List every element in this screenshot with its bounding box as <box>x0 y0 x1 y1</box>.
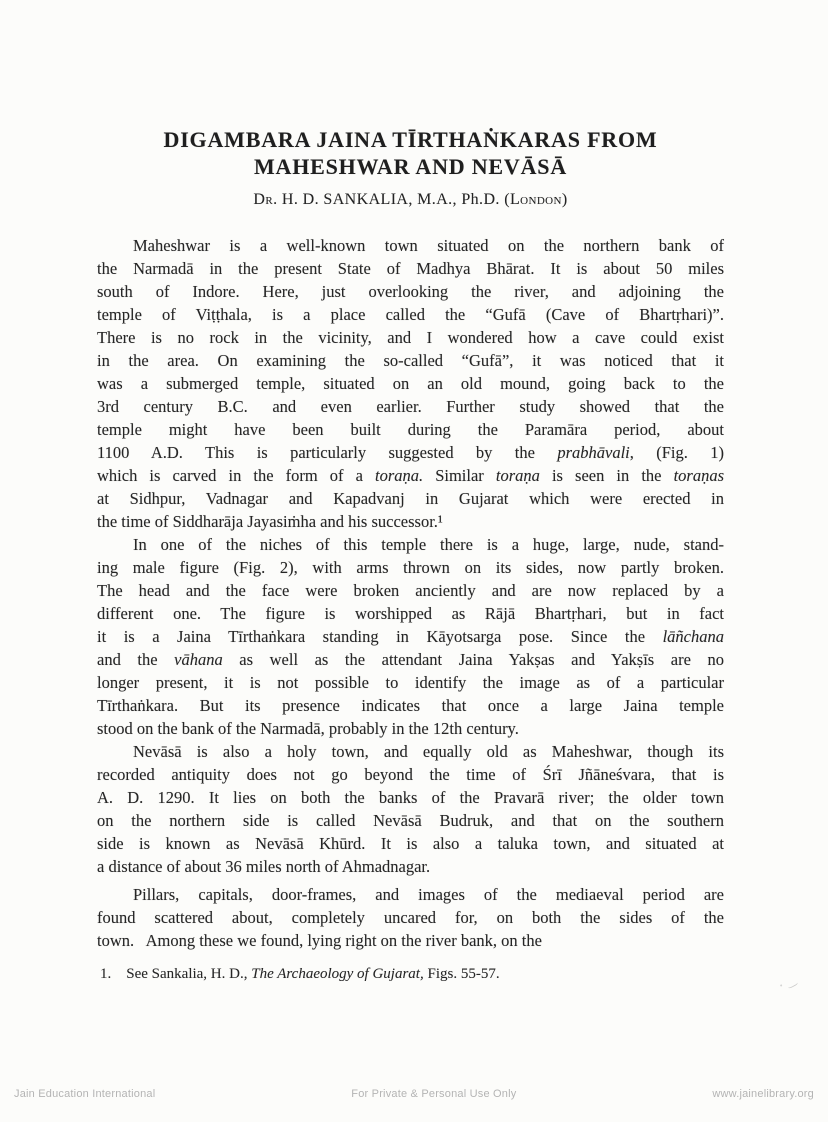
italic-text: toraṇa <box>495 466 540 485</box>
text-run: , (Fig. 1) <box>629 443 724 462</box>
text-line <box>97 602 724 625</box>
text-run: temple might have been built during the Paramāra period, about <box>97 420 724 439</box>
text-line <box>97 855 724 878</box>
small-caps-text: ondon <box>520 191 562 208</box>
text-run: 1100 A.D. This is particularly suggested by the <box>97 443 558 462</box>
text-run: 1. See Sankalia, H. D., <box>100 966 252 982</box>
title-line-2: MAHESHWAR AND NEVĀSĀ <box>253 154 568 179</box>
footer-publisher: Jain Education International <box>14 1088 156 1100</box>
text-run: longer present, it is not possible to identify the image as of a particular <box>97 673 724 692</box>
text-run: on the northern side is called Nevāsā Budruk, and that on the southern <box>97 811 724 830</box>
text-run: . H. D. SANKALIA, M.A., Ph.D. ( <box>273 191 510 208</box>
text-line <box>97 809 724 832</box>
text-line <box>97 395 724 418</box>
text-run: Tīrthaṅkara. But its presence indicates that once a large Jaina temple <box>97 696 724 715</box>
paragraph <box>97 883 724 952</box>
text-run: recorded antiquity does not go beyond the time of Śrī Jñāneśvara, that is <box>97 765 724 784</box>
text-line <box>97 883 724 906</box>
text-line <box>97 740 724 763</box>
text-line <box>97 929 724 952</box>
text-run: A. D. 1290. It lies on both the banks of the Pravarā river; the older town <box>97 788 724 807</box>
text-line <box>97 906 724 929</box>
text-run: as well as the attendant Jaina Yakṣas and Yakṣīs are no <box>222 650 724 669</box>
text-run: is seen in the <box>539 466 674 485</box>
paragraph <box>97 740 724 878</box>
scan-footer <box>0 1088 828 1100</box>
text-line <box>97 349 724 372</box>
article-author <box>97 189 724 210</box>
text-line <box>97 441 724 464</box>
text-run: There is no rock in the vicinity, and I wondered how a cave could exist <box>97 328 724 347</box>
text-line <box>97 786 724 809</box>
text-line <box>97 763 724 786</box>
text-line <box>97 671 724 694</box>
paragraph <box>97 234 724 533</box>
text-line <box>97 326 724 349</box>
italic-text: toraṇas <box>673 466 724 485</box>
scan-artifact <box>786 980 798 990</box>
text-line <box>97 579 724 602</box>
text-run: stood on the bank of the Narmadā, probably in the 12th century. <box>97 719 519 738</box>
text-line <box>97 533 724 556</box>
text-run: found scattered about, completely uncared for, on both the sides of the <box>97 908 724 927</box>
text-run: a distance of about 36 miles north of Ahmadnagar. <box>97 857 431 876</box>
footnote <box>97 964 724 985</box>
text-line <box>97 372 724 395</box>
text-run: ) <box>561 191 568 208</box>
text-line <box>97 418 724 441</box>
article-body <box>97 234 724 952</box>
title-line-1: DIGAMBARA JAINA TĪRTHAṄKARAS FROM <box>163 127 658 152</box>
footer-usage-note: For Private & Personal Use Only <box>351 1088 517 1100</box>
text-run: Figs. 55-57. <box>423 966 500 982</box>
text-run: the time of Siddharāja Jayasiṁha and his successor.¹ <box>97 512 443 531</box>
small-caps-text: r <box>265 191 274 208</box>
text-line <box>97 234 724 257</box>
text-run: which is carved in the form of a <box>97 466 375 485</box>
text-run: Maheshwar is a well-known town situated on the northern bank of <box>133 236 724 255</box>
text-line <box>97 464 724 487</box>
text-line <box>97 625 724 648</box>
text-line <box>97 648 724 671</box>
text-run: In one of the niches of this temple there is a huge, large, nude, stand- <box>133 535 724 554</box>
text-run: was a submerged temple, situated on an old mound, going back to the <box>97 374 724 393</box>
text-line <box>97 694 724 717</box>
text-run: Similar <box>423 466 496 485</box>
text-run: L <box>509 191 521 208</box>
text-run: D <box>253 191 266 208</box>
italic-text: The Archaeology of Gujarat, <box>251 966 424 982</box>
italic-text: vāhana <box>174 650 223 669</box>
text-run: ing male figure (Fig. 2), with arms thrown on its sides, now partly broken. <box>97 558 724 577</box>
text-run: at Sidhpur, Vadnagar and Kapadvanj in Gujarat which were erected in <box>97 489 724 508</box>
article-title <box>97 126 724 180</box>
text-run: Nevāsā is also a holy town, and equally old as Maheshwar, though its <box>133 742 724 761</box>
text-run: town. Among these we found, lying right on the river bank, on the <box>97 931 542 950</box>
text-line <box>97 280 724 303</box>
text-line <box>97 257 724 280</box>
text-run: the Narmadā in the present State of Madhya Bhārat. It is about 50 miles <box>97 259 724 278</box>
text-run: it is a Jaina Tīrthaṅkara standing in Kāyotsarga pose. Since the <box>97 627 663 646</box>
text-run: Pillars, capitals, door-frames, and images of the mediaeval period are <box>133 885 724 904</box>
text-run: side is known as Nevāsā Khūrd. It is also a taluka town, and situated at <box>97 834 724 853</box>
footer-website: www.jainelibrary.org <box>712 1088 814 1100</box>
text-run: south of Indore. Here, just overlooking the river, and adjoining the <box>97 282 724 301</box>
italic-text: lāñchana <box>662 627 724 646</box>
text-line <box>97 832 724 855</box>
text-run: in the area. On examining the so-called “Gufā”, it was noticed that it <box>97 351 724 370</box>
text-run: The head and the face were broken anciently and are now replaced by a <box>97 581 724 600</box>
italic-text: prabhāvali <box>557 443 630 462</box>
article <box>97 126 724 985</box>
text-line <box>97 510 724 533</box>
italic-text: toraṇa. <box>375 466 424 485</box>
text-run: 3rd century B.C. and even earlier. Further study showed that the <box>97 397 724 416</box>
text-line <box>97 487 724 510</box>
text-run: and the <box>97 650 175 669</box>
text-line <box>97 303 724 326</box>
paragraph <box>97 533 724 740</box>
text-line <box>97 717 724 740</box>
text-run: different one. The figure is worshipped as Rājā Bhartṛhari, but in fact <box>97 604 724 623</box>
text-run: temple of Viṭṭhala, is a place called the “Gufā (Cave of Bhartṛhari)”. <box>97 305 724 324</box>
text-line <box>97 556 724 579</box>
